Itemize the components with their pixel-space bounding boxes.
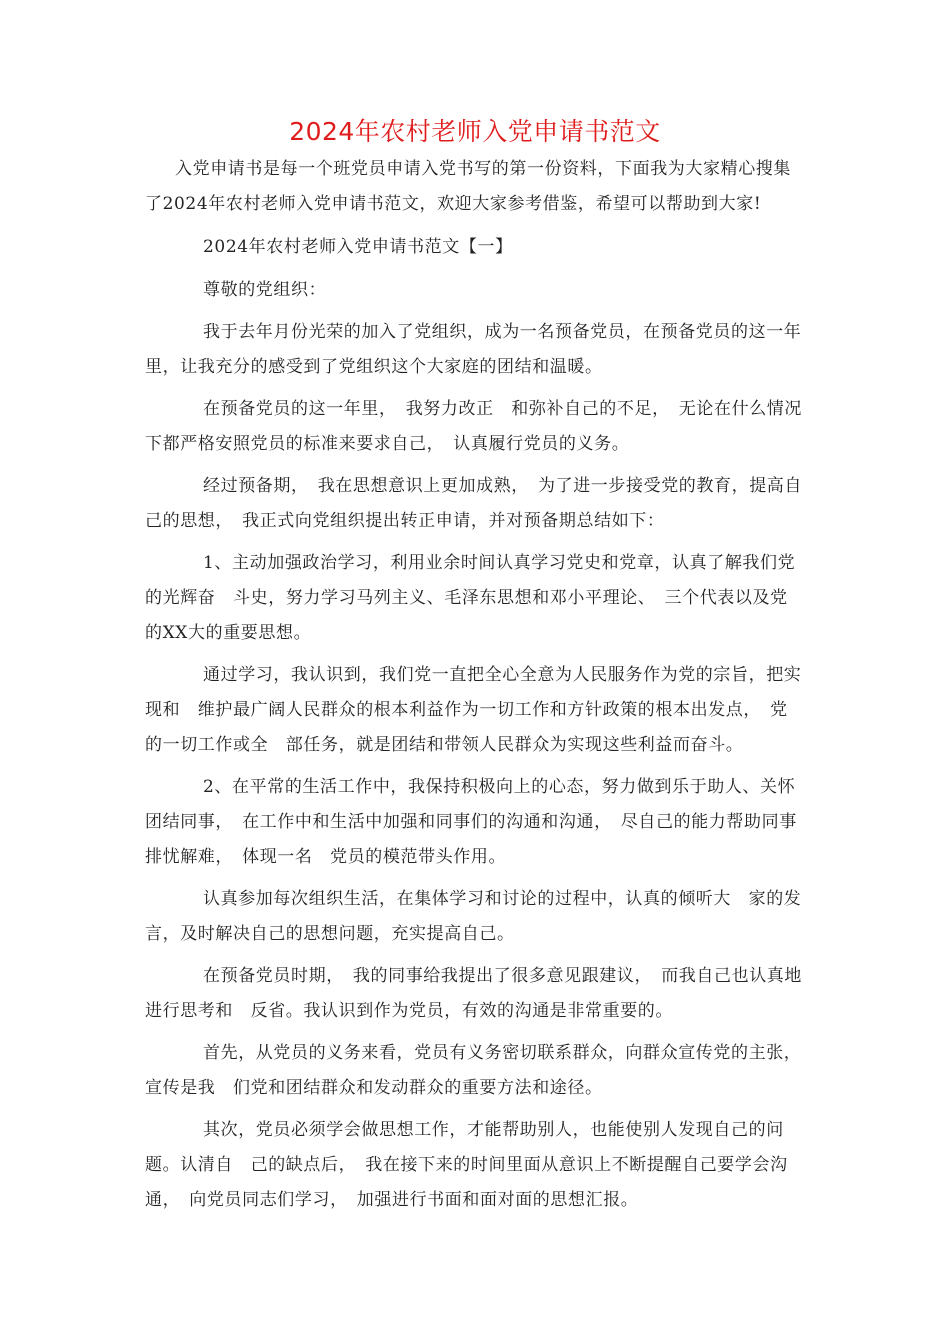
body-paragraph: 在预备党员时期， 我的同事给我提出了很多意见跟建议， 而我自己也认真地进行思考和 反省。我认识到作为党员，有效的沟通是非常重要的。 [145, 966, 802, 1021]
body-paragraph: 通过学习，我认识到，我们党一直把全心全意为人民服务作为党的宗旨，把实现和 维护最广阔人民群众的根本利益作为一切工作和方针政策的根本出发点， 党的一切工作或全 部任务，就是团结和带领人民群众为实现这些利益而奋斗。 [145, 665, 802, 755]
body-paragraph: 2、在平常的生活工作中，我保持积极向上的心态，努力做到乐于助人、关怀团结同事， 在工作中和生活中加强和同事们的沟通和沟通， 尽自己的能力帮助同事排忧解难， 体现一名 党员的模范带头作用。 [145, 777, 797, 867]
body-paragraph: 在预备党员的这一年里， 我努力改正 和弥补自己的不足， 无论在什么情况下都严格安照党员的标准来要求自己， 认真履行党员的义务。 [145, 399, 802, 454]
body-paragraph: 1、主动加强政治学习，利用业余时间认真学习党史和党章，认真了解我们党的光辉奋 斗史，努力学习马列主义、毛泽东思想和邓小平理论、 三个代表以及党的XX大的重要思想。 [145, 553, 796, 643]
salutation: 尊敬的党组织： [203, 280, 327, 300]
document-body [145, 152, 805, 1218]
intro-paragraph: 入党申请书是每一个班党员申请入党书写的第一份资料，下面我为大家精心搜集了2024年农村老师入党申请书范文，欢迎大家参考借鉴，希望可以帮助到大家! [145, 159, 791, 214]
body-paragraph: 首先，从党员的义务来看，党员有义务密切联系群众，向群众宣传党的主张，宣传是我 们党和团结群众和发动群众的重要方法和途径。 [145, 1043, 802, 1098]
document-title: 2024年农村老师入党申请书范文 [289, 117, 661, 146]
body-paragraph: 其次，党员必须学会做思想工作，才能帮助别人，也能使别人发现自己的问题。认清自 己的缺点后， 我在接下来的时间里面从意识上不断提醒自己要学会沟通， 向党员同志们学习， 加强进行书面和面对面的思想汇报。 [145, 1120, 788, 1210]
body-paragraph: 经过预备期， 我在思想意识上更加成熟， 为了进一步接受党的教育，提高自己的思想， 我正式向党组织提出转正申请，并对预备期总结如下： [145, 476, 802, 531]
body-paragraph: 认真参加每次组织生活，在集体学习和讨论的过程中，认真的倾听大 家的发言，及时解决自己的思想问题，充实提高自己。 [145, 889, 802, 944]
body-paragraph: 我于去年月份光荣的加入了党组织，成为一名预备党员，在预备党员的这一年里，让我充分的感受到了党组织这个大家庭的团结和温暖。 [145, 322, 802, 377]
section-heading: 2024年农村老师入党申请书范文【一】 [203, 237, 513, 257]
